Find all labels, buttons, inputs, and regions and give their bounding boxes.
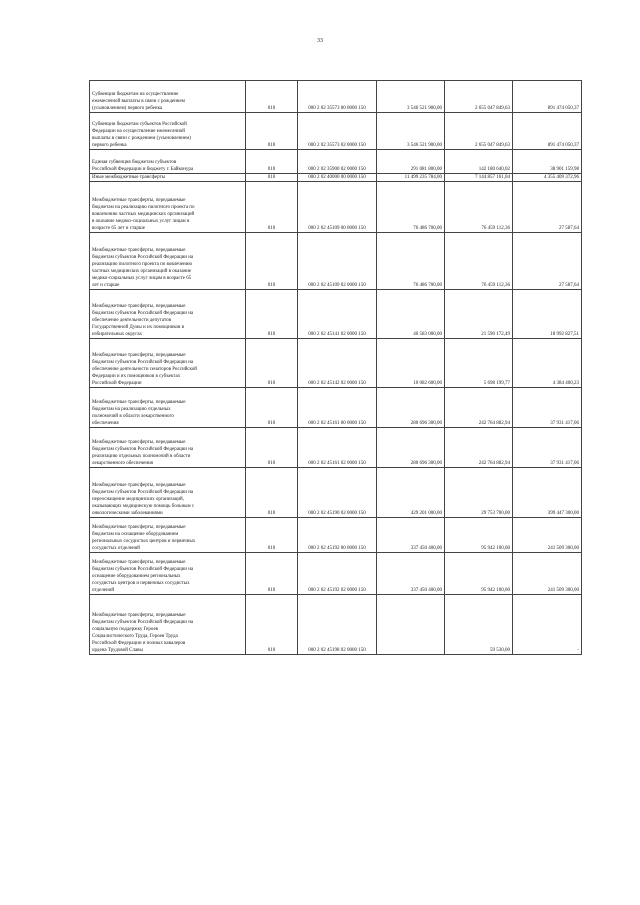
row-executed-cell: 76 459 112,36 <box>445 233 513 290</box>
row-approved-cell <box>377 595 445 655</box>
row-unexecuted-cell: 891 474 050,37 <box>513 81 582 113</box>
row-executed-cell: 242 764 882,94 <box>445 428 513 468</box>
row-name-line: бюджетам на реализацию пилотного проекта по <box>92 205 195 210</box>
table-row <box>90 182 582 233</box>
row-kbk-cell: 000 2 02 45109 02 0000 150 <box>298 233 377 290</box>
row-executed-cell: 7 144 857 161,04 <box>445 174 513 182</box>
table-row <box>90 233 582 290</box>
row-unexecuted-cell: 27 587,64 <box>513 233 582 290</box>
row-name-line: Российской Федерации и полных кавалеров <box>92 641 186 646</box>
table-row <box>90 595 582 655</box>
row-unexecuted-cell: 241 509 300,00 <box>513 553 582 595</box>
row-name-line: сосудистых отделений <box>92 546 140 551</box>
row-approved-cell: 3 546 521 900,00 <box>377 81 445 113</box>
row-name-line: бюджетам на реализацию отдельных <box>92 407 171 412</box>
table-row <box>90 388 582 428</box>
row-approved-cell: 11 499 235 784,00 <box>377 174 445 182</box>
row-approved-cell: 280 696 300,00 <box>377 428 445 468</box>
row-code-cell: 010 <box>246 468 298 518</box>
row-name-line: бюджетам субъектов Российской Федерации на <box>92 567 194 572</box>
row-code-cell: 010 <box>246 518 298 553</box>
row-name-line: оснащение оборудованием региональных <box>92 574 181 579</box>
row-code-cell: 010 <box>246 182 298 233</box>
table-row <box>90 174 582 182</box>
row-kbk-cell: 000 2 02 45141 02 0000 150 <box>298 290 377 339</box>
row-code-cell: 010 <box>246 81 298 113</box>
row-name-line: бюджетам субъектов Российской Федерации на <box>92 620 194 625</box>
row-unexecuted-cell: 38 901 159,98 <box>513 150 582 174</box>
row-unexecuted-cell: - <box>513 595 582 655</box>
row-approved-cell: 337 450 400,00 <box>377 553 445 595</box>
row-name-line: Социалистического Труда, Героев Труда <box>92 634 178 639</box>
row-executed-cell: 2 655 047 849,63 <box>445 81 513 113</box>
row-name-cell <box>90 388 246 428</box>
row-executed-cell: 95 942 100,00 <box>445 518 513 553</box>
row-unexecuted-cell: 399 447 300,00 <box>513 468 582 518</box>
row-name-line: Федерации и их помощников в субъектах <box>92 374 181 379</box>
row-kbk-cell: 000 2 02 45198 02 0000 150 <box>298 595 377 655</box>
row-name-cell <box>90 428 246 468</box>
row-name-line: бюджетам на оснащение оборудованием <box>92 532 179 537</box>
table-row <box>90 468 582 518</box>
row-unexecuted-cell: 18 992 827,51 <box>513 290 582 339</box>
table-row <box>90 339 582 388</box>
table-row <box>90 150 582 174</box>
row-name-line: реализацию пилотного проекта по вовлечению <box>92 262 193 267</box>
row-name-line: лет и старше <box>92 283 120 288</box>
row-name-cell <box>90 174 246 182</box>
row-name-line: бюджетам субъектов Российской Федерации на <box>92 255 194 260</box>
row-name-cell <box>90 150 246 174</box>
budget-execution-table <box>89 80 582 655</box>
table-row <box>90 113 582 150</box>
row-name-line: полномочий в области лекарственного <box>92 414 174 419</box>
row-name-line: лекарственного обеспечения <box>92 461 153 466</box>
table-row <box>90 553 582 595</box>
row-name-cell <box>90 182 246 233</box>
row-approved-cell: 76 486 700,00 <box>377 182 445 233</box>
row-approved-cell: 40 583 000,00 <box>377 290 445 339</box>
row-name-line: Межбюджетные трансферты, передаваемые <box>92 525 186 530</box>
row-name-line: ежемесячной выплаты в связи с рождением <box>92 99 185 104</box>
row-code-cell: 010 <box>246 339 298 388</box>
row-unexecuted-cell: 37 931 417,06 <box>513 388 582 428</box>
row-name-line: Межбюджетные трансферты, передаваемые <box>92 483 186 488</box>
row-name-line: реализацию отдельных полномочий в области <box>92 454 191 459</box>
row-name-cell <box>90 339 246 388</box>
row-name-line: бюджетам субъектов Российской Федерации на <box>92 447 194 452</box>
row-code-cell: 010 <box>246 388 298 428</box>
row-name-line: Субвенции бюджетам субъектов Российской <box>92 122 187 127</box>
row-executed-cell: 5 698 199,77 <box>445 339 513 388</box>
row-approved-cell: 337 450 400,00 <box>377 518 445 553</box>
row-kbk-cell: 000 2 02 45161 00 0000 150 <box>298 388 377 428</box>
row-name-line: ордена Трудовой Славы <box>92 648 143 653</box>
row-name-line: (усыновлением) первого ребенка <box>92 106 163 111</box>
row-name-line: Межбюджетные трансферты, передаваемые <box>92 248 186 253</box>
row-approved-cell: 3 546 521 900,00 <box>377 113 445 150</box>
row-name-line: первого ребенка <box>92 143 127 148</box>
row-name-line: Иные межбюджетные трансферты <box>92 175 166 180</box>
row-name-line: оказывающих медицинскую помощь больным с <box>92 504 195 509</box>
row-approved-cell: 291 081 800,00 <box>377 150 445 174</box>
row-name-line: Межбюджетные трансферты, передаваемые <box>92 560 186 565</box>
row-unexecuted-cell: 891 474 050,37 <box>513 113 582 150</box>
row-name-line: Единая субвенция бюджетам субъектов <box>92 160 177 165</box>
row-unexecuted-cell: 241 509 300,00 <box>513 518 582 553</box>
row-name-line: региональных сосудистых центров и первичных <box>92 539 196 544</box>
row-name-line: бюджетам субъектов Российской Федерации на <box>92 490 194 495</box>
row-name-line: в оказание медико-социальных услуг лицам в <box>92 219 190 224</box>
table-row <box>90 428 582 468</box>
row-name-line: обеспечение деятельности сенаторов Российской <box>92 367 197 372</box>
row-code-cell: 010 <box>246 428 298 468</box>
row-name-line: медико-социальных услуг лицам в возрасте 65 <box>92 276 192 281</box>
row-executed-cell: 59 530,00 <box>445 595 513 655</box>
row-name-cell <box>90 113 246 150</box>
row-name-line: Межбюджетные трансферты, передаваемые <box>92 440 186 445</box>
row-kbk-cell: 000 2 02 45190 02 0000 150 <box>298 468 377 518</box>
row-name-cell <box>90 595 246 655</box>
row-name-line: Межбюджетные трансферты, передаваемые <box>92 304 186 309</box>
row-code-cell: 010 <box>246 595 298 655</box>
row-executed-cell: 29 753 700,00 <box>445 468 513 518</box>
row-name-line: Межбюджетные трансферты, передаваемые <box>92 613 186 618</box>
row-name-line: частных медицинских организаций в оказание <box>92 269 192 274</box>
row-approved-cell: 10 082 600,00 <box>377 339 445 388</box>
row-name-cell <box>90 553 246 595</box>
table-row <box>90 518 582 553</box>
row-unexecuted-cell: 4 355 409 372,96 <box>513 174 582 182</box>
row-name-line: Субвенции бюджетам на осуществление <box>92 92 179 97</box>
row-kbk-cell: 000 2 02 35900 02 0000 150 <box>298 150 377 174</box>
row-name-line: Межбюджетные трансферты, передаваемые <box>92 198 186 203</box>
row-name-line: социальную поддержку Героев <box>92 627 159 632</box>
row-name-line: Межбюджетные трансферты, передаваемые <box>92 400 186 405</box>
row-kbk-cell: 000 2 02 45192 00 0000 150 <box>298 518 377 553</box>
row-unexecuted-cell: 4 384 400,23 <box>513 339 582 388</box>
row-name-line: отделений <box>92 588 115 593</box>
row-name-cell <box>90 81 246 113</box>
page-number: 33 <box>317 38 323 44</box>
row-name-line: вовлечению частных медицинских организаций <box>92 212 195 217</box>
row-approved-cell: 280 696 300,00 <box>377 388 445 428</box>
row-approved-cell: 429 201 000,00 <box>377 468 445 518</box>
row-name-line: обеспечения <box>92 421 119 426</box>
row-name-line: бюджетам субъектов Российской Федерации на <box>92 311 194 316</box>
row-name-line: Российской Федерации и бюджету г. Байконура <box>92 167 194 172</box>
row-code-cell: 010 <box>246 113 298 150</box>
row-name-line: возрасте 65 лет и старше <box>92 226 145 231</box>
row-executed-cell: 142 180 640,02 <box>445 150 513 174</box>
row-name-cell <box>90 518 246 553</box>
row-name-cell <box>90 468 246 518</box>
row-kbk-cell: 000 2 02 35573 00 0000 150 <box>298 81 377 113</box>
row-executed-cell: 21 590 172,49 <box>445 290 513 339</box>
row-code-cell: 010 <box>246 290 298 339</box>
row-executed-cell: 95 942 100,00 <box>445 553 513 595</box>
row-kbk-cell: 000 2 02 45192 02 0000 150 <box>298 553 377 595</box>
row-name-line: Федерации на осуществление ежемесячной <box>92 129 185 134</box>
row-executed-cell: 2 655 047 849,63 <box>445 113 513 150</box>
row-name-line: избирательных округах <box>92 332 143 337</box>
row-name-line: Российской Федерации <box>92 381 142 386</box>
row-name-cell <box>90 290 246 339</box>
row-code-cell: 010 <box>246 174 298 182</box>
row-name-line: обеспечение деятельности депутатов <box>92 318 171 323</box>
row-kbk-cell: 000 2 02 35573 02 0000 150 <box>298 113 377 150</box>
row-approved-cell: 76 486 700,00 <box>377 233 445 290</box>
row-code-cell: 010 <box>246 233 298 290</box>
row-kbk-cell: 000 2 02 40000 00 0000 150 <box>298 174 377 182</box>
row-name-line: сосудистых центров и первичных сосудистых <box>92 581 190 586</box>
row-executed-cell: 242 764 882,94 <box>445 388 513 428</box>
row-kbk-cell: 000 2 02 45109 00 0000 150 <box>298 182 377 233</box>
row-name-line: выплаты в связи с рождением (усыновлением) <box>92 136 191 141</box>
row-kbk-cell: 000 2 02 45142 02 0000 150 <box>298 339 377 388</box>
row-name-line: Государственной Думы и их помощников в <box>92 325 184 330</box>
row-unexecuted-cell: 27 587,64 <box>513 182 582 233</box>
row-name-line: переоснащение медицинских организаций, <box>92 497 184 502</box>
row-executed-cell: 76 459 112,36 <box>445 182 513 233</box>
row-name-cell <box>90 233 246 290</box>
row-kbk-cell: 000 2 02 45161 02 0000 150 <box>298 428 377 468</box>
row-name-line: Межбюджетные трансферты, передаваемые <box>92 353 186 358</box>
table-row <box>90 290 582 339</box>
row-name-line: бюджетам субъектов Российской Федерации на <box>92 360 194 365</box>
row-unexecuted-cell: 37 931 417,06 <box>513 428 582 468</box>
row-code-cell: 010 <box>246 150 298 174</box>
table-body <box>90 81 582 655</box>
row-code-cell: 010 <box>246 553 298 595</box>
table-row <box>90 81 582 113</box>
row-name-line: онкологическими заболеваниями <box>92 511 163 516</box>
